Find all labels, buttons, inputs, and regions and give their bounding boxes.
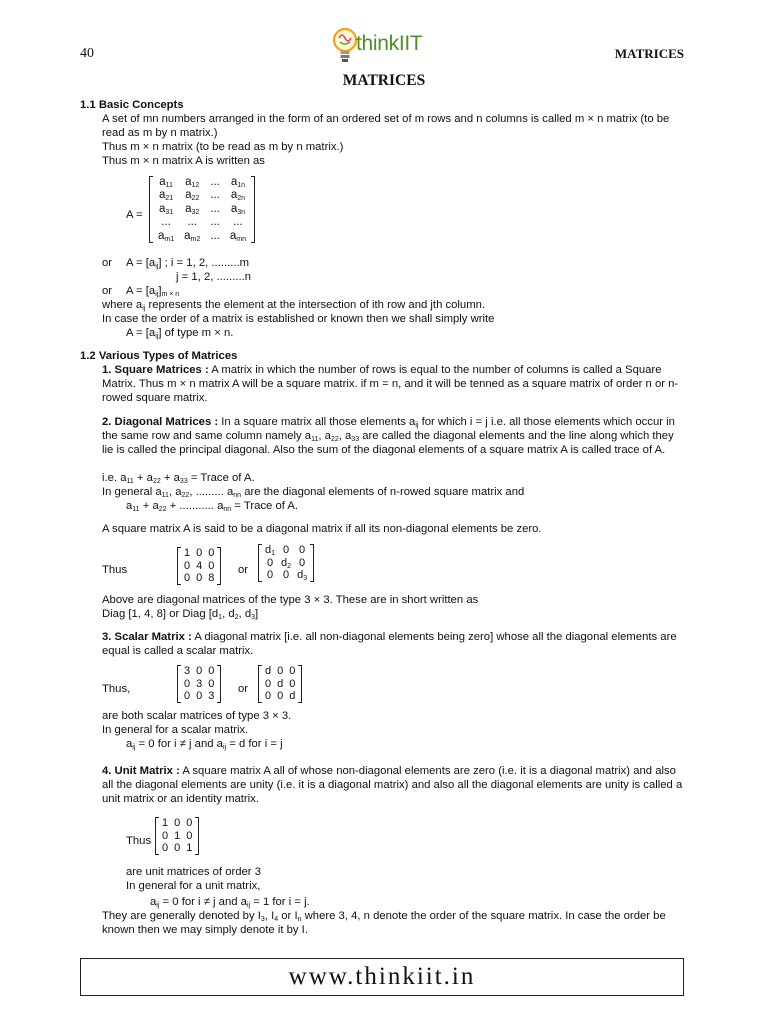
diagonal-general-line: In general $a_{11}$, $a_{22}$, ......... $a_{nn}$ are the diagonal elements of n-rowed square matrix and xyxy=(102,486,525,499)
matrix-cell: 0 xyxy=(208,559,215,572)
matrix-cell: 0 xyxy=(184,559,191,572)
lightbulb-icon xyxy=(332,26,358,66)
or-label-1: or xyxy=(102,257,113,269)
basic-concepts-paragraph: A set of mn numbers arranged in the form of an ordered set of m rows and n columns is called m × n matrix (to be read as m by n matrix.) xyxy=(102,113,670,140)
unit-matrix-title: 4. Unit Matrix : xyxy=(102,765,180,777)
footer-banner xyxy=(80,958,684,996)
matrix-cell: 0 xyxy=(208,677,215,690)
matrix-cell: 8 xyxy=(208,572,215,584)
matrix-cell: 0 xyxy=(174,842,181,854)
matrix-cell: $a_{1n}$ xyxy=(230,176,246,189)
matrix-cell: 3 xyxy=(196,677,203,690)
matrix-cell: 0 xyxy=(289,665,296,677)
matrix-cell: ... xyxy=(210,216,220,229)
matrix-cell: ... xyxy=(187,216,197,229)
matrix-cell: 0 xyxy=(266,569,274,581)
diagonal-definition: A square matrix A is said to be a diagonal matrix if all its non-diagonal elements be zero. xyxy=(102,523,542,535)
matrix-cell: 3 xyxy=(208,690,215,702)
matrix-cell: $d_1$ xyxy=(265,544,276,557)
scalar-general-line: In general for a scalar matrix. xyxy=(102,724,249,736)
diagonal-above-line: Above are diagonal matrices of the type 3 × 3. These are in short written as xyxy=(102,594,479,606)
matrix-cell: 0 xyxy=(265,690,272,702)
matrix-cell: ... xyxy=(161,216,171,229)
matrix-cell: 0 xyxy=(162,829,169,842)
matrix-cell: 0 xyxy=(282,569,290,581)
where-line: where $a_{ij}$ represents the element at the intersection of ith row and jth column. xyxy=(102,299,486,312)
matrix-cell: 4 xyxy=(196,559,203,572)
footer-url[interactable]: www.thinkiit.in xyxy=(288,963,476,990)
trace-ie-line: i.e. $a_{11} + a_{22} + a_{33}$ = Trace of A. xyxy=(102,472,255,485)
matrix-cell: $d_3$ xyxy=(297,569,308,582)
matrix-cell: 0 xyxy=(277,690,284,702)
matrix-cell: $a_{3n}$ xyxy=(230,202,246,216)
diagonal-matrices-paragraph: 2. Diagonal Matrices : In a square matrix all those elements $a_{ij}$ for which i = j i.e. all those elements which occur in the same row and same column namely $a_{11}$, $a_{22}$, $a_{33}$ are called the diagonal elements and the line along which they lie is called the principal diagonal. Also the sum of the diagonal elements of a square matrix A is called trace of A. xyxy=(102,416,675,457)
scalar-matrix-paragraph: 3. Scalar Matrix : A diagonal matrix [i.e. all non-diagonal elements being zero] whose all the diagonal elements are equal is called a scalar matrix. xyxy=(102,631,677,658)
diagonal-thus-label: Thus xyxy=(102,564,128,576)
scalar-matrix-2 xyxy=(258,665,302,703)
matrix-cell: 0 xyxy=(196,690,203,702)
matrix-cell: $a_{31}$ xyxy=(158,202,174,216)
square-matrices-title: 1. Square Matrices : xyxy=(102,364,209,376)
logo xyxy=(332,26,452,66)
diagonal-matrix-1 xyxy=(177,547,221,585)
matrix-cell: 0 xyxy=(196,572,203,584)
matrix-cell: 0 xyxy=(277,665,284,677)
diagonal-matrix-2 xyxy=(258,544,314,582)
matrix-cell: 0 xyxy=(299,556,306,569)
general-matrix xyxy=(149,176,255,243)
matrix-cell: 0 xyxy=(184,677,191,690)
matrix-cell: ... xyxy=(210,229,220,242)
aij-order: $A = [a_{ij}]_{m \times n}$ xyxy=(126,285,180,298)
matrix-cell: $a_{22}$ xyxy=(185,189,200,203)
aij-definition: $A = [a_{ij}]$ ; i = 1, 2, .........m xyxy=(126,257,250,270)
matrix-cell: 1 xyxy=(174,829,181,842)
matrix-cell: $a_{21}$ xyxy=(158,189,174,203)
type-line: $A = [a_{ij}]$ of type m × n. xyxy=(126,327,234,340)
unit-matrix-paragraph: 4. Unit Matrix : A square matrix A all of whose non-diagonal elements are zero (i.e. it is a diagonal matrix) and also all the diagonal elements are unity (i.e. it is a diagonal matrix) and also all the diagonal elements are unity is called a unit matrix or an identity matrix. xyxy=(102,765,683,806)
matrix-cell: 0 xyxy=(186,817,193,829)
or-label-2: or xyxy=(102,285,113,297)
trace-general-line: $a_{11} + a_{22}$ + ........... $a_{nn}$ = Trace of A. xyxy=(126,500,299,513)
matrix-cell: 0 xyxy=(282,544,290,556)
matrix-cell: $a_{m1}$ xyxy=(158,229,175,243)
diagonal-or-label: or xyxy=(238,564,249,576)
section-heading-1-2: 1.2 Various Types of Matrices xyxy=(80,350,238,362)
matrix-cell: $a_{12}$ xyxy=(185,176,200,189)
matrix-cell: $a_{2n}$ xyxy=(230,189,246,203)
matrix-cell: 0 xyxy=(208,547,215,559)
running-title: MATRICES xyxy=(614,46,684,61)
matrix-cell: 0 xyxy=(186,829,193,842)
scalar-or-label: or xyxy=(238,683,249,695)
matrix-cell: 1 xyxy=(162,817,169,829)
unit-denoted-paragraph: They are generally denoted by $I_3$, $I_4$ or $I_n$ where 3, 4, n denote the order of the square matrix. In case the order be known then we may simply denote it by I. xyxy=(102,910,666,937)
matrix-cell: ... xyxy=(233,216,243,229)
scalar-both-line: are both scalar matrices of type 3 × 3. xyxy=(102,710,292,722)
scalar-thus-label: Thus, xyxy=(102,683,131,695)
matrix-cell: ... xyxy=(210,189,220,202)
section-heading-1-1: 1.1 Basic Concepts xyxy=(80,99,184,111)
j-range: j = 1, 2, .........n xyxy=(176,271,252,283)
matrix-cell: 0 xyxy=(265,677,272,690)
matrix-cell: ... xyxy=(210,176,220,188)
matrix-cell: 0 xyxy=(208,665,215,677)
matrix-cell: $a_{mn}$ xyxy=(229,229,247,243)
matrix-cell: 1 xyxy=(186,842,193,854)
basic-concepts-line-3: Thus m × n matrix A is written as xyxy=(102,155,265,167)
matrix-cell: 0 xyxy=(184,690,191,702)
matrix-cell: 0 xyxy=(266,556,274,569)
matrix-cell: 0 xyxy=(174,817,181,829)
unit-matrix-1 xyxy=(155,817,199,855)
matrix-cell: $a_{32}$ xyxy=(185,202,200,216)
unit-order-line: are unit matrices of order 3 xyxy=(126,866,261,878)
matrix-cell: $a_{m2}$ xyxy=(184,229,201,243)
logo-text: thinkIIT xyxy=(356,32,423,55)
matrix-cell: $a_{11}$ xyxy=(159,176,173,189)
matrix-cell: 0 xyxy=(299,544,306,556)
matrix-cell: d xyxy=(289,690,296,702)
square-matrices-paragraph: 1. Square Matrices : A matrix in which the number of rows is equal to the number of columns is called a Square Matrix. Thus m × n matrix A will be a square matrix. if m = n, and it will be tenned as a square matrix of order n or n-rowed square matrix. xyxy=(102,364,679,405)
diagonal-matrices-title: 2. Diagonal Matrices : xyxy=(102,416,219,428)
page-number: 40 xyxy=(80,46,94,61)
scalar-matrix-title: 3. Scalar Matrix : xyxy=(102,631,192,643)
unit-thus-label: Thus xyxy=(126,835,152,847)
scalar-matrix-1 xyxy=(177,665,221,703)
scalar-condition-line: $a_{ij} = 0$ for i ≠ j and $a_{ij} = d$ for i = j xyxy=(126,738,283,751)
main-title: MATRICES xyxy=(342,72,426,89)
matrix-cell: 3 xyxy=(184,665,191,677)
unit-condition-line: $a_{ij} = 0$ for i ≠ j and $a_{ij} = 1$ for i = j. xyxy=(150,896,310,909)
matrix-cell: d xyxy=(277,677,284,690)
matrix-cell: 0 xyxy=(184,572,191,584)
matrix-cell: ... xyxy=(210,202,220,215)
matrix-cell: 0 xyxy=(289,677,296,690)
matrix-cell: 0 xyxy=(196,665,203,677)
diag-notation-line: Diag [1, 4, 8] or Diag [$d_1$, $d_2$, $d_3$] xyxy=(102,608,259,621)
matrix-cell: $d_2$ xyxy=(281,556,292,570)
matrix-cell: d xyxy=(265,665,272,677)
incase-line: In case the order of a matrix is established or known then we shall simply write xyxy=(102,313,495,325)
unit-general-line: In general for a unit matrix, xyxy=(126,880,261,892)
matrix-cell: 0 xyxy=(196,547,203,559)
basic-concepts-line-2: Thus m × n matrix (to be read as m by n matrix.) xyxy=(102,141,344,153)
matrix-cell: 1 xyxy=(184,547,191,559)
matrix-cell: 0 xyxy=(162,842,169,854)
matrix-a-label: A = xyxy=(126,209,143,221)
